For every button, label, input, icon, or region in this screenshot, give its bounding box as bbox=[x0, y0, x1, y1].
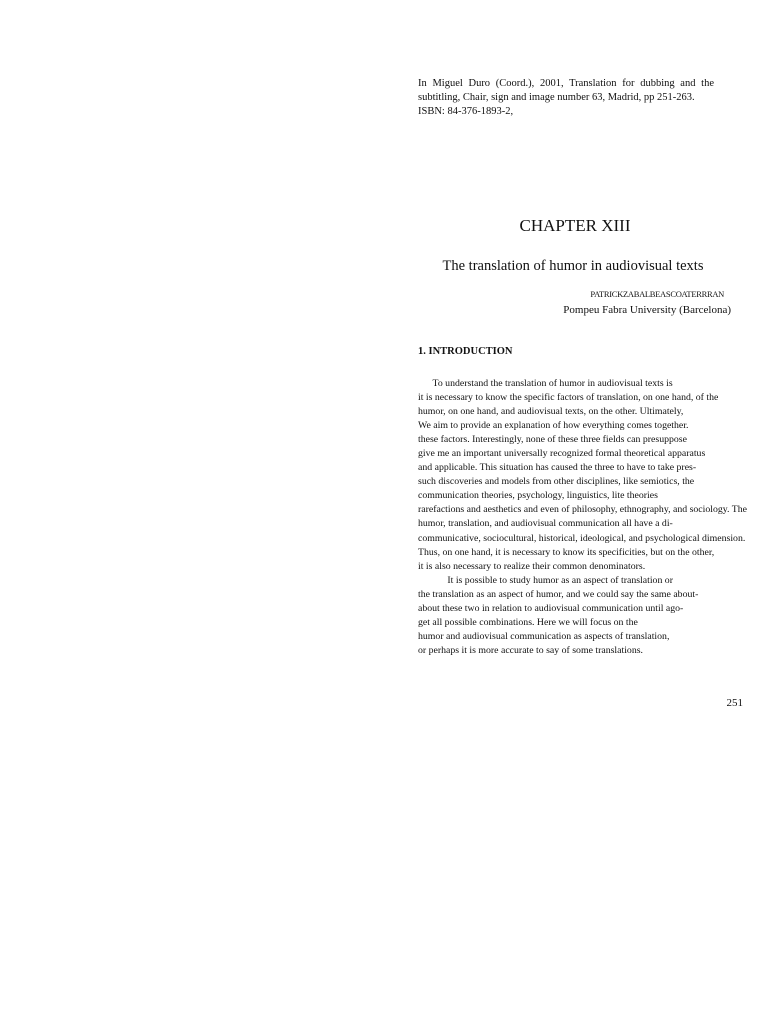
body-line: We aim to provide an explanation of how everything comes together. bbox=[418, 420, 689, 432]
body-line: it is necessary to know the specific factors of translation, on one hand, of the bbox=[418, 392, 719, 404]
body-line: Thus, on one hand, it is necessary to know its specificities, but on the other, bbox=[418, 546, 715, 558]
body-line: humor and audiovisual communication as aspects of translation, bbox=[418, 630, 670, 642]
body-line: rarefactions and aesthetics and even of philosophy, ethnography, and sociology. The bbox=[418, 504, 748, 516]
body-line: get all possible combinations. Here we will focus on the bbox=[418, 616, 638, 628]
author-affiliation: Pompeu Fabra University (Barcelona) bbox=[563, 304, 731, 316]
body-line: and applicable. This situation has caused the three to have to take pres- bbox=[418, 462, 697, 474]
body-line: It is possible to study humor as an aspect of translation or bbox=[418, 574, 673, 586]
body-paragraphs bbox=[418, 377, 768, 658]
body-line: humor, on one hand, and audiovisual texts, on the other. Ultimately, bbox=[418, 406, 684, 418]
section-heading: 1. INTRODUCTION bbox=[418, 346, 513, 357]
citation-block bbox=[418, 77, 714, 119]
body-line: the translation as an aspect of humor, and we could say the same about- bbox=[418, 588, 699, 600]
citation-line: subtitling, Chair, sign and image number 63, Madrid, pp 251-263. bbox=[418, 92, 695, 103]
chapter-number: CHAPTER XIII bbox=[519, 216, 631, 235]
citation-line: In Miguel Duro (Coord.), 2001, Translation for dubbing and the bbox=[418, 78, 714, 89]
body-line: communicative, sociocultural, historical, ideological, and psychological dimension. bbox=[418, 532, 746, 544]
body-line: humor, translation, and audiovisual communication all have a di- bbox=[418, 518, 673, 530]
body-line: about these two in relation to audiovisual communication until ago- bbox=[418, 602, 684, 614]
body-line: these factors. Interestingly, none of these three fields can presuppose bbox=[418, 434, 687, 446]
author-name: PATRICKZABALBEASCOATERRRAN bbox=[590, 289, 724, 299]
body-line: it is also necessary to realize their common denominators. bbox=[418, 560, 646, 572]
body-line: or perhaps it is more accurate to say of some translations. bbox=[418, 644, 643, 656]
body-line: To understand the translation of humor in audiovisual texts is bbox=[418, 378, 673, 389]
citation-line: ISBN: 84-376-1893-2, bbox=[418, 106, 514, 117]
body-line: communication theories, psychology, linguistics, lite theories bbox=[418, 490, 658, 502]
page-number: 251 bbox=[726, 697, 743, 709]
body-line: such discoveries and models from other disciplines, like semiotics, the bbox=[418, 476, 695, 488]
body-line: give me an important universally recognized formal theoretical apparatus bbox=[418, 448, 706, 460]
chapter-title: The translation of humor in audiovisual texts bbox=[442, 258, 704, 274]
